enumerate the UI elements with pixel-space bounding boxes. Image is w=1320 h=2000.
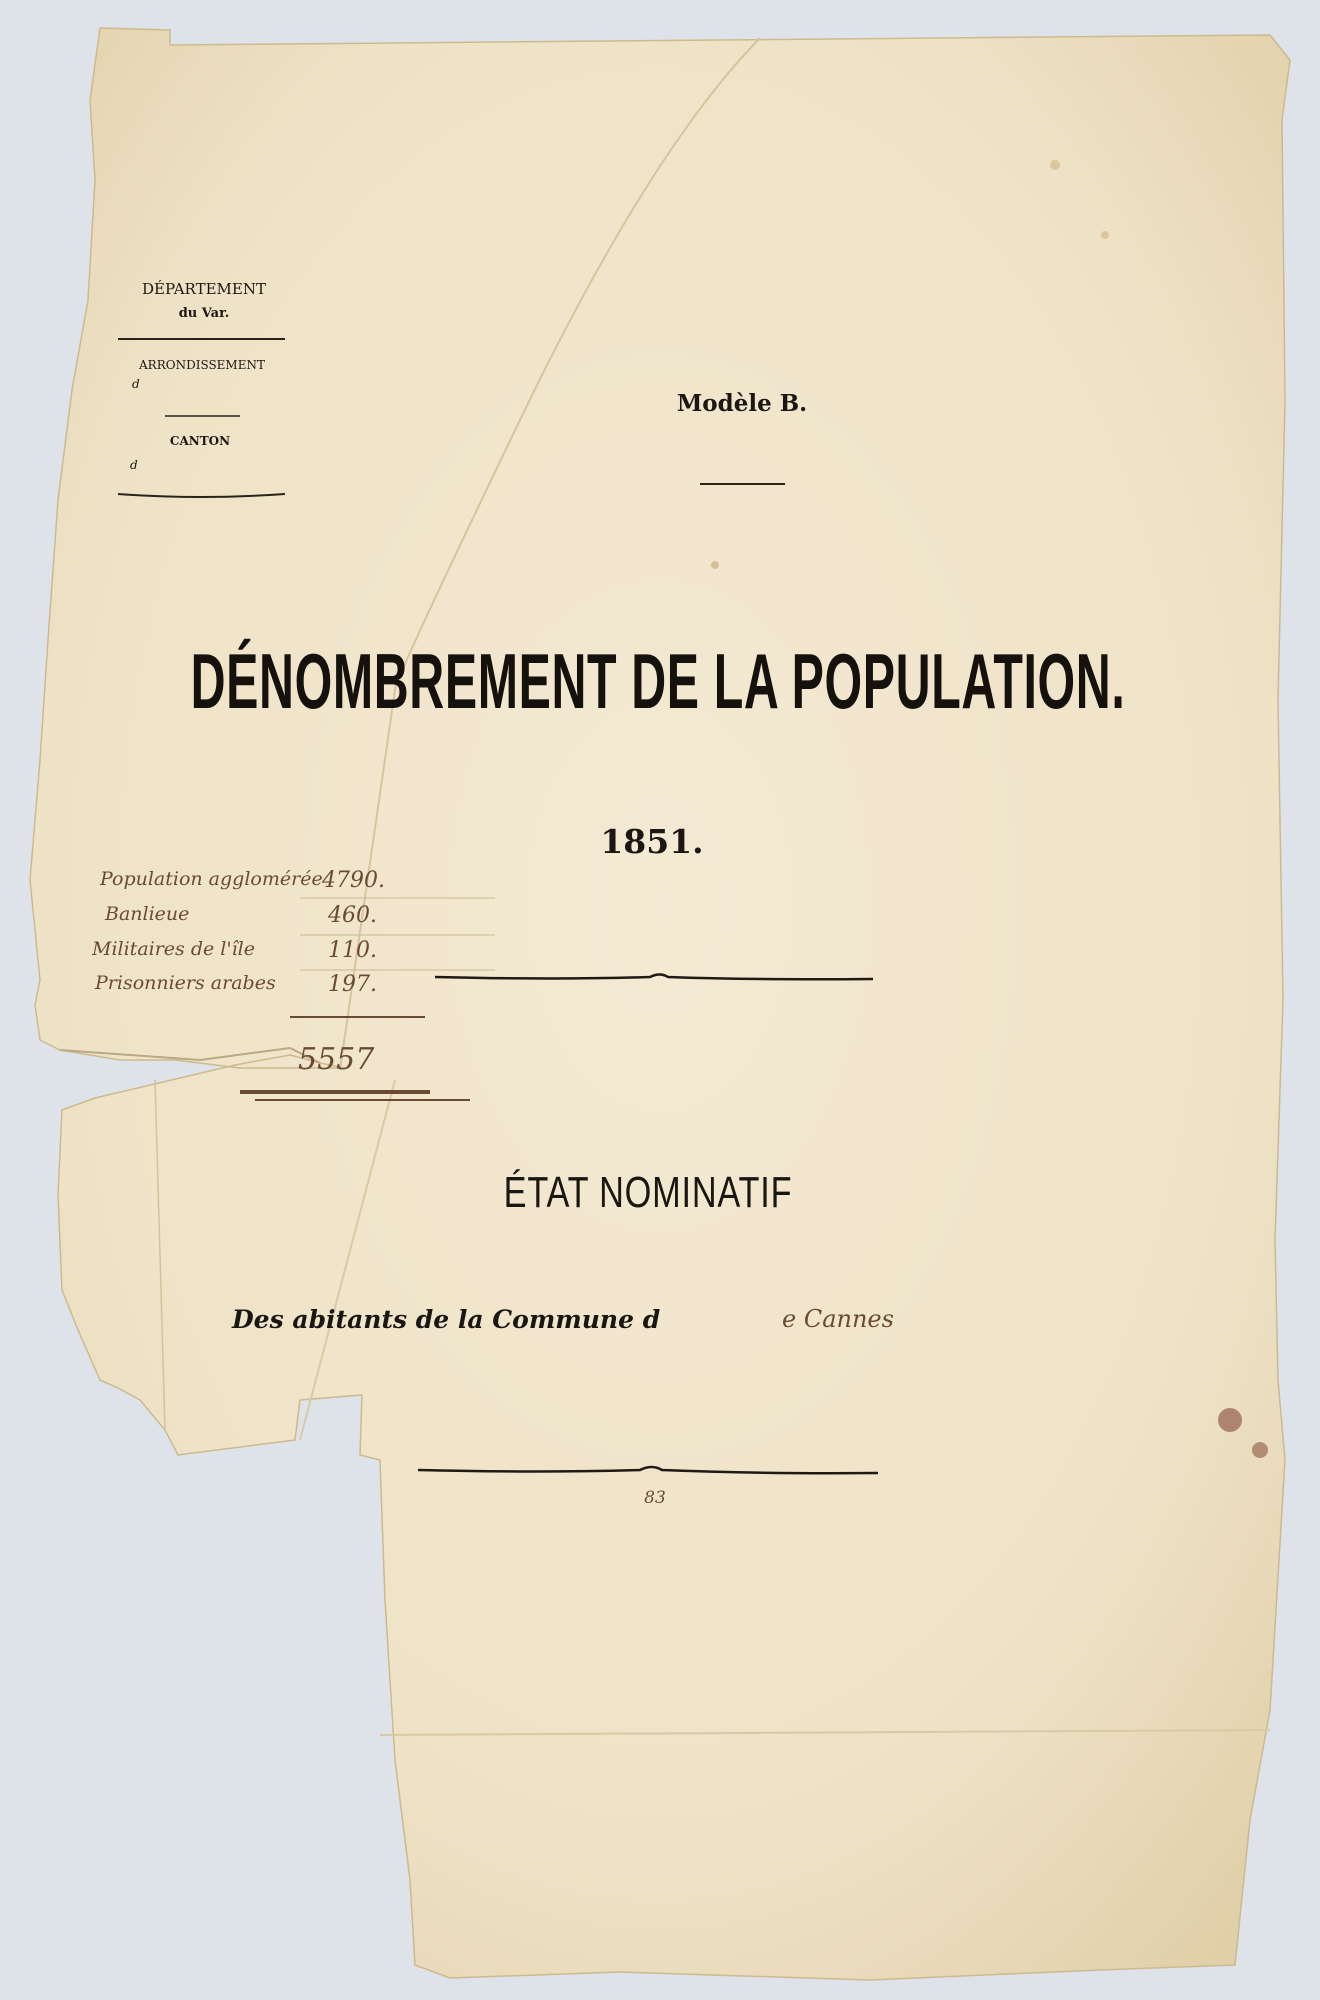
tally-value: 110. — [328, 938, 377, 963]
page-title: DÉNOMBREMENT DE LA POPULATION. — [190, 637, 1126, 725]
departement-label: DÉPARTEMENT — [142, 280, 266, 298]
canton-label: CANTON — [169, 434, 231, 448]
stain — [1252, 1442, 1268, 1458]
commune-line-handwritten: e Cannes — [782, 1305, 894, 1333]
tally-label: Prisonniers arabes — [95, 972, 276, 994]
arrondissement-prefix: d — [132, 377, 140, 391]
stain — [711, 561, 719, 569]
canton-prefix: d — [130, 458, 138, 472]
tally-label: Population agglomérée — [100, 868, 323, 890]
commune-line-printed: Des abitants de la Commune d — [232, 1305, 661, 1334]
tally-value: 197. — [328, 972, 377, 997]
tally-label: Militaires de l'île — [92, 938, 255, 960]
section-title: ÉTAT NOMINATIF — [503, 1168, 793, 1217]
tally-label: Banlieue — [105, 903, 190, 925]
tally-value: 460. — [328, 903, 377, 928]
departement-value: du Var. — [178, 306, 230, 321]
stain — [1101, 231, 1109, 239]
tally-total: 5557 — [298, 1042, 375, 1077]
model-label: Modèle B. — [676, 390, 808, 417]
stain — [1218, 1408, 1242, 1432]
tally-value: 4790. — [322, 868, 385, 893]
year: 1851. — [600, 822, 704, 861]
stain — [1050, 160, 1060, 170]
folio-number: 83 — [644, 1488, 666, 1508]
arrondissement-label: ARRONDISSEMENT — [139, 358, 265, 372]
